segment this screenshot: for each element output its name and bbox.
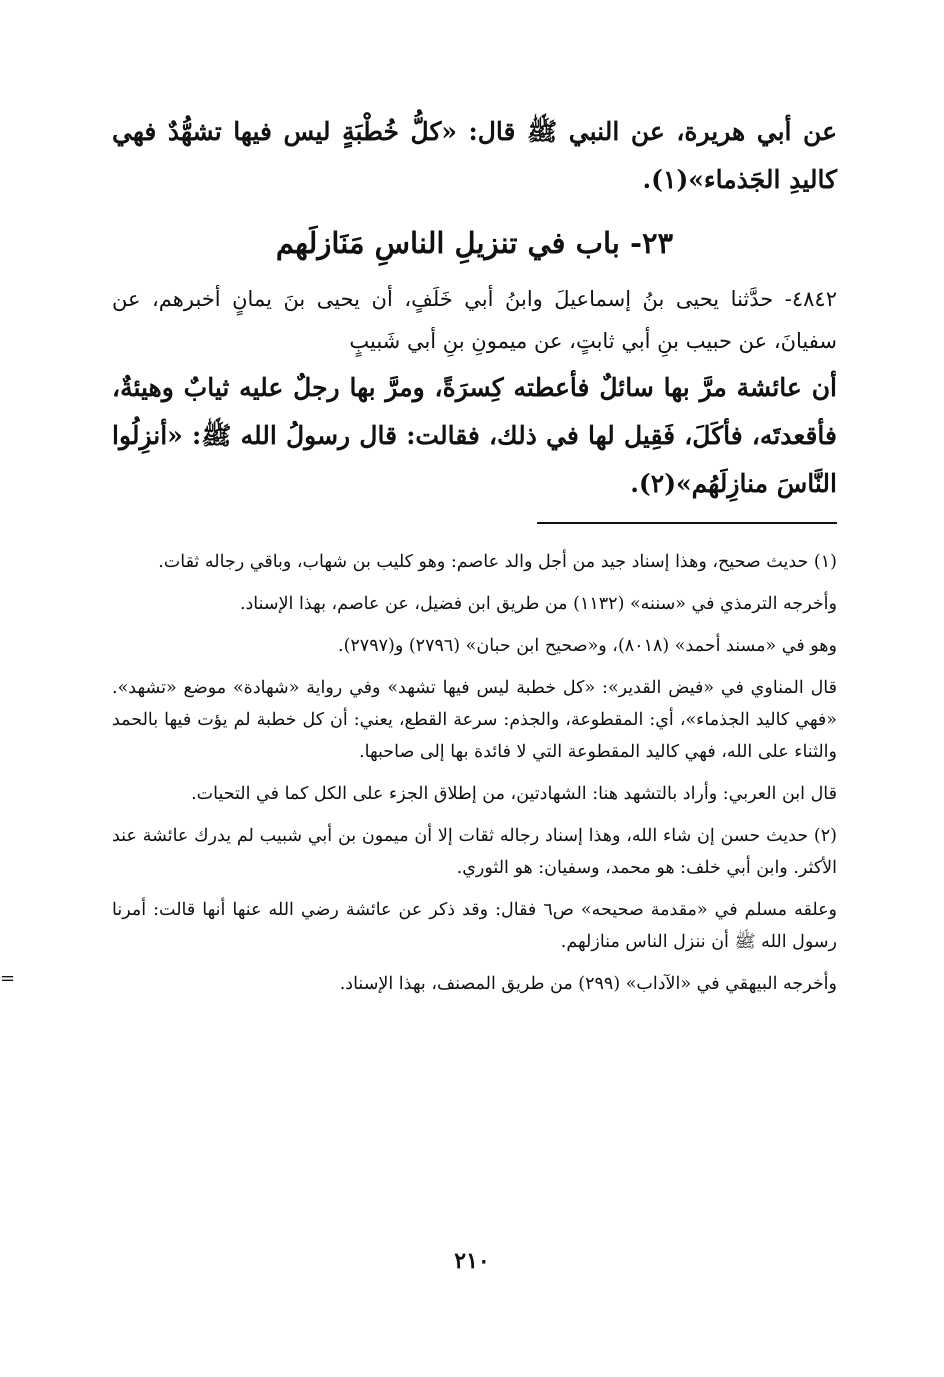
hadith-text: أن عائشة مرَّ بها سائلٌ فأعطته كِسرَةً، ومرَّ بها رجلٌ عليه ثيابٌ وهيئةٌ، فأقعدتَه، فأكَلَ، فَقِيل لها في ذلك، فقالت: قال رسولُ الله ﷺ: «أنزِلُوا النَّاسَ منازِلَهُم»(٢). — [112, 373, 837, 498]
chapter-heading: ٢٣- باب في تنزيلِ الناسِ مَنَازلَهم — [275, 226, 674, 260]
footnote-paragraph: (١) حديث صحيح، وهذا إسناد جيد من أجل والد عاصم: وهو كليب بن شهاب، وباقي رجاله ثقات. — [158, 552, 837, 572]
page-body — [0, 108, 838, 1010]
footnote-divider — [537, 522, 837, 524]
footnote-paragraph: وأخرجه الترمذي في «سننه» (١١٣٢) من طريق ابن فضيل، عن عاصم، بهذا الإسناد. — [239, 594, 837, 614]
footnote-paragraph: قال المناوي في «فيض القدير»: «كل خطبة ليس فيها تشهد» وفي رواية «شهادة» موضع «تشهد». «فهي كاليد الجذماء»، أي: المقطوعة، والجذم: سرعة القطع، يعني: أن كل خطبة لم يؤت فيها بالحمد والثناء على الله، فهي كاليد المقطوعة التي لا فائدة بها إلى صاحبها. — [112, 678, 837, 762]
hadith-chain: ٤٨٤٢- حدَّثنا يحيى بنُ إسماعيلَ وابنُ أبي خَلَفٍ، أن يحيى بنَ يمانٍ أخبرهم، عن سفيانَ، عن حبيب بنِ أبي ثابتٍ، عن ميمونِ بنِ أبي شَبيبٍ — [112, 287, 837, 353]
footnote-paragraph: وأخرجه البيهقي في «الآداب» (٢٩٩) من طريق المصنف، بهذا الإسناد. — [339, 974, 837, 994]
intro-paragraph: عن أبي هريرة، عن النبي ﷺ قال: «كلُّ خُطْبَةٍ ليس فيها تشهُّدٌ فهي كاليدِ الجَذماء»(١). — [112, 117, 837, 194]
footnote-paragraph: وعلقه مسلم في «مقدمة صحيحه» ص٦ فقال: وقد ذكر عن عائشة رضي الله عنها أنها قالت: أمرنا رسول الله ﷺ أن ننزل الناس منازلهم. — [112, 900, 838, 952]
footnote-paragraph: (٢) حديث حسن إن شاء الله، وهذا إسناد رجاله ثقات إلا أن ميمون بن أبي شبيب لم يدرك عائشة عند الأكثر. وابن أبي خلف: هو محمد، وسفيان: هو الثوري. — [112, 826, 837, 878]
footnotes — [0, 546, 838, 1000]
footnote-paragraph: وهو في «مسند أحمد» (٨٠١٨)، و«صحيح ابن حبان» (٢٧٩٦) و(٢٧٩٧). — [338, 636, 837, 656]
footnote-paragraph: قال ابن العربي: وأراد بالتشهد هنا: الشهادتين، من إطلاق الجزء على الكل كما في التحيات. — [191, 784, 837, 804]
page-number: ٢١٠ — [454, 1248, 490, 1274]
continuation-mark: = — [0, 968, 16, 989]
footnote-last-wrap — [0, 968, 837, 1000]
